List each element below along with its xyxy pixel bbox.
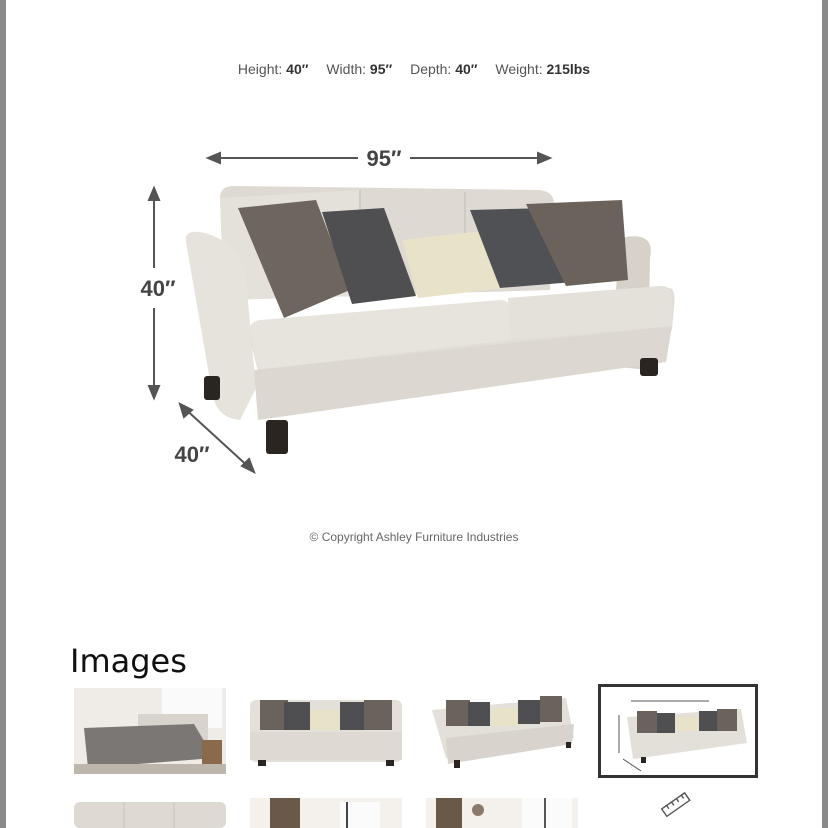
thumbnail-sofa-angle[interactable] — [426, 688, 578, 774]
width-value: 95″ — [369, 61, 393, 77]
sofa-dimension-diagram — [120, 130, 700, 490]
depth-value: 40″ — [455, 61, 478, 77]
thumbnail-sofa-back[interactable] — [74, 800, 226, 828]
thumbnail-living-room-scene-1[interactable] — [250, 798, 402, 828]
depth-dimension-label: 40″ — [174, 442, 210, 467]
thumbnail-bedroom-sleeper-scene[interactable] — [74, 688, 226, 774]
height-value: 40″ — [286, 61, 309, 77]
page-frame-left — [0, 0, 6, 828]
images-section-heading: Images — [70, 642, 187, 680]
height-dimension-label: 40″ — [140, 276, 176, 301]
page-frame-right — [822, 0, 828, 828]
thumbnail-sofa-front[interactable] — [250, 688, 402, 774]
sofa-illustration — [186, 186, 675, 454]
width-dimension-label: 95″ — [366, 146, 402, 171]
thumbnail-sofa-dimensions[interactable] — [598, 684, 758, 778]
dimension-specs: Height: 40″ Width: 95″ Depth: 40″ Weight: 215lbs — [237, 61, 591, 77]
thumbnail-living-room-scene-2[interactable] — [426, 798, 578, 828]
weight-value: 215lbs — [546, 61, 591, 77]
copyright-notice: © Copyright Ashley Furniture Industries — [309, 530, 519, 544]
measure-icon[interactable] — [656, 790, 696, 820]
